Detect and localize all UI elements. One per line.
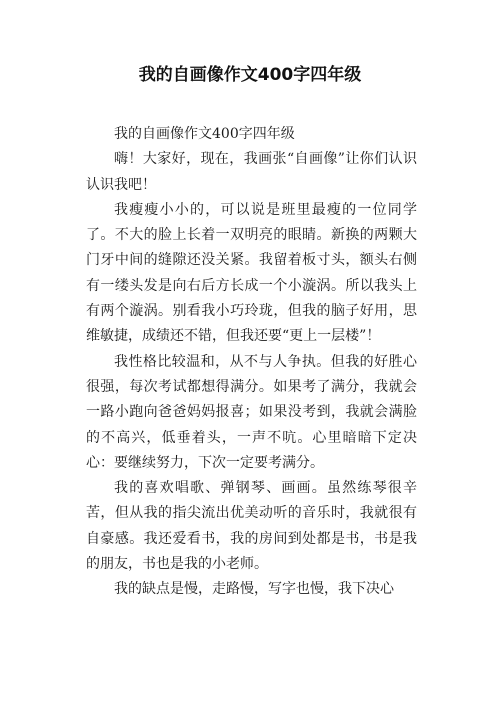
document-title: 我的自画像作文400字四年级 [138,65,362,85]
paragraph: 嗨！大家好，现在，我画张“自画像”让你们认识认识我吧！ [86,151,417,193]
paragraph: 我的缺点是慢，走路慢，写字也慢，我下决心 [114,581,394,598]
paragraph: 我性格比较温和，从不与人争执。但我的好胜心很强，每次考试都想得满分。如果考了满分，我就会一路小跑向爸爸妈妈报喜；如果没考到，我就会满脸的不高兴，低垂着头，一声不吭。心里暗暗下定决心：要继续努力，下次一定要考满分。 [86,353,417,471]
document-body [86,122,417,603]
paragraph: 我的自画像作文400字四年级 [114,126,295,142]
paragraph: 我的喜欢唱歌、弹钢琴、画画。虽然练琴很辛苦，但从我的指尖流出优美动听的音乐时，我就很有自豪感。我还爱看书，我的房间到处都是书，书是我的朋友，书也是我的小老师。 [86,480,417,573]
paragraph: 我瘦瘦小小的，可以说是班里最瘦的一位同学了。不大的脸上长着一双明亮的眼睛。新换的两颗大门牙中间的缝隙还没关紧。我留着板寸头，额头右侧有一缕头发是向右后方长成一个小漩涡。所以我头上有两个漩涡。别看我小巧玲珑，但我的脑子好用，思维敏捷，成绩还不错，但我还要“更上一层楼”！ [86,201,417,345]
